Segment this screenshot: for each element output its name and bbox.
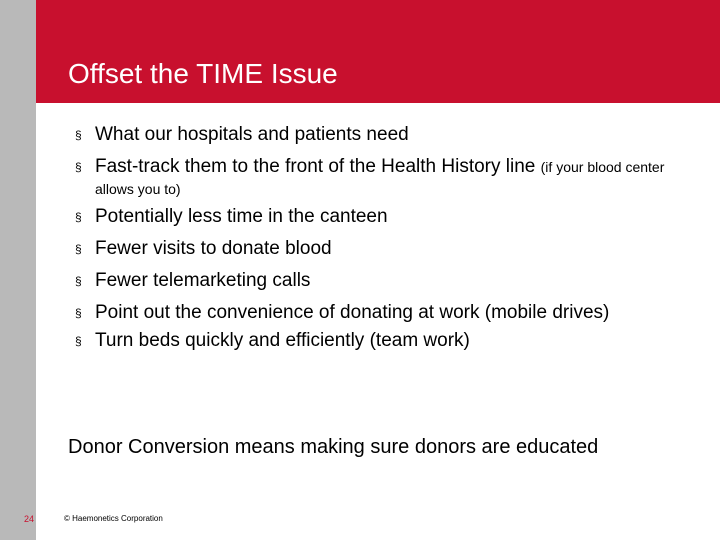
bullet-text: Fast-track them to the front of the Health History line xyxy=(95,156,536,177)
bullet-marker-icon: § xyxy=(75,128,82,142)
bullet-marker-icon: § xyxy=(75,242,82,256)
bullet-text: Fewer telemarketing calls xyxy=(95,270,311,291)
page-number: 24 xyxy=(24,514,35,524)
slide-title: Offset the TIME Issue xyxy=(68,58,338,89)
bullet-marker-icon: § xyxy=(75,306,82,320)
bullet-item xyxy=(75,206,675,228)
bullet-text: Fewer visits to donate blood xyxy=(95,238,332,259)
bullet-item xyxy=(75,270,675,292)
bullet-marker-icon: § xyxy=(75,210,82,224)
bullet-item xyxy=(75,156,675,200)
side-strip xyxy=(0,0,36,540)
bullet-item xyxy=(75,330,675,352)
bullet-marker-icon: § xyxy=(75,160,82,174)
bullet-list xyxy=(75,124,675,362)
bullet-item xyxy=(75,238,675,260)
bullet-item xyxy=(75,302,675,324)
bullet-marker-icon: § xyxy=(75,274,82,288)
bullet-note: (if your blood center allows you to) xyxy=(95,159,665,197)
bullet-text: Potentially less time in the canteen xyxy=(95,206,388,227)
copyright-notice: © Haemonetics Corporation xyxy=(64,514,163,523)
bullet-text: What our hospitals and patients need xyxy=(95,124,409,145)
bullet-text: Turn beds quickly and efficiently (team work) xyxy=(95,330,470,351)
conversion-statement: Donor Conversion means making sure donors are educated xyxy=(68,436,599,458)
bullet-marker-icon: § xyxy=(75,334,82,348)
bullet-item xyxy=(75,124,675,146)
bullet-text: Point out the convenience of donating at work (mobile drives) xyxy=(95,302,610,323)
